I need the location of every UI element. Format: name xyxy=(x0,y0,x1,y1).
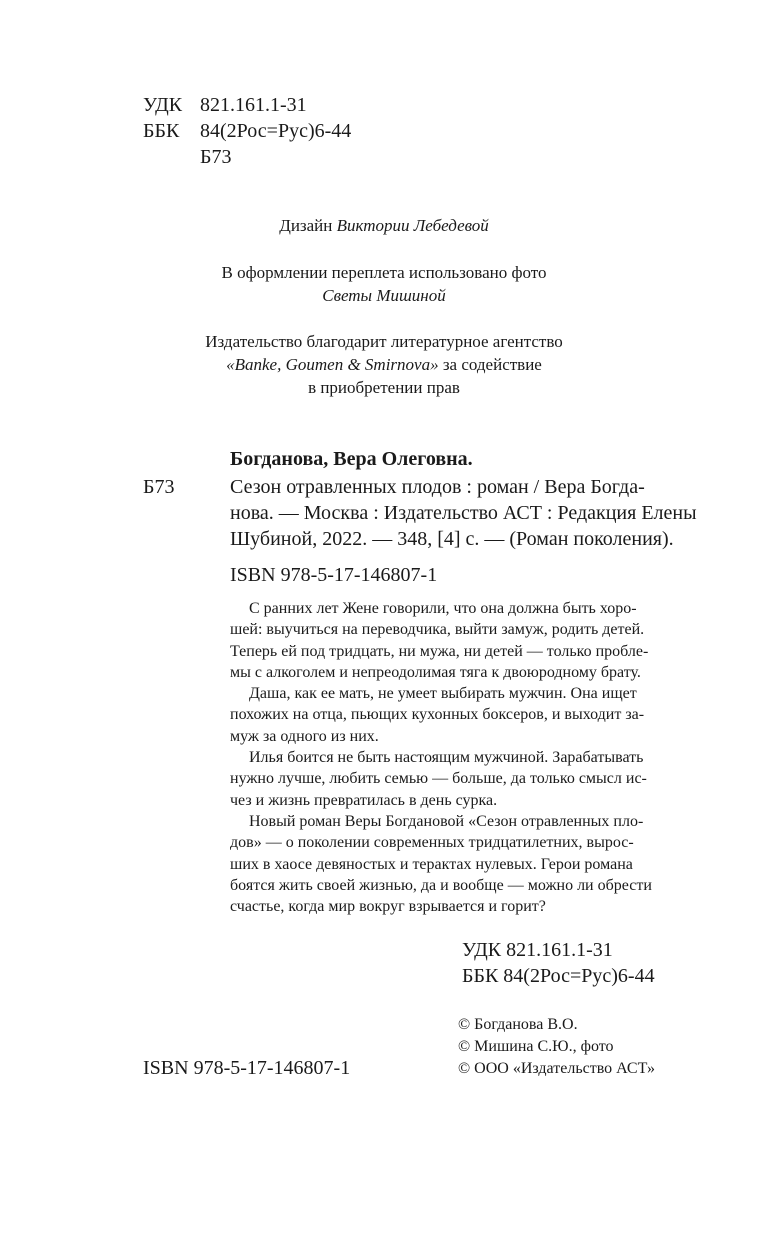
bbk-value: 84(2Рос=Рус)6-44 xyxy=(200,120,352,142)
classification-block xyxy=(143,92,351,170)
udk-label: УДК xyxy=(143,94,183,116)
footer-udk: УДК 821.161.1-31 xyxy=(462,939,613,961)
annotation-line: Новый роман Веры Богдановой «Сезон отравленных пло- xyxy=(249,812,644,830)
bib-isbn: ISBN 978-5-17-146807-1 xyxy=(230,564,438,586)
bbk-row xyxy=(143,118,351,144)
photographer-name: Светы Мишиной xyxy=(322,286,446,305)
udk-row xyxy=(143,92,351,118)
annotation-line: мы с алкоголем и непреодолимая тяга к двоюродному брату. xyxy=(230,663,641,681)
thanks-line-2-rest: за содействие xyxy=(438,355,542,374)
photo-credit xyxy=(143,261,625,307)
bib-line: нова. — Москва : Издательство АСТ : Редакция Елены xyxy=(230,502,697,524)
udk-value: 821.161.1-31 xyxy=(200,94,307,116)
bbk-label: ББК xyxy=(143,120,180,142)
annotation-line: нужно лучше, любить семью — больше, да только смысл ис- xyxy=(230,770,647,788)
annotation-line: муж за одного из них. xyxy=(230,727,379,745)
design-credit xyxy=(143,214,625,237)
bib-line: Шубиной, 2022. — 348, [4] с. — (Роман поколения). xyxy=(230,528,674,550)
thanks-line-1: Издательство благодарит литературное агентство xyxy=(205,332,563,351)
annotation-line: Илья боится не быть настоящим мужчиной. Зарабатывать xyxy=(249,749,644,767)
copyright-block xyxy=(458,1014,655,1080)
annotation xyxy=(230,598,680,917)
annotation-line: похожих на отца, пьющих кухонных боксеров, и выходит за- xyxy=(230,706,645,724)
photo-credit-line: В оформлении переплета использовано фото xyxy=(221,263,547,282)
annotation-line: боятся жить своей жизнью, да и вообще — можно ли обрести xyxy=(230,876,652,894)
thanks-line-2 xyxy=(143,353,625,376)
copyright-line: © ООО «Издательство АСТ» xyxy=(458,1060,655,1077)
bib-author-mark: Б73 xyxy=(143,476,175,498)
design-prefix: Дизайн xyxy=(279,216,333,235)
footer-codes xyxy=(462,937,655,989)
thanks-line-3: в приобретении прав xyxy=(308,378,460,397)
annotation-line: дов» — о поколении современных тридцатилетних, вырос- xyxy=(230,834,634,852)
publisher-thanks xyxy=(143,330,625,399)
annotation-line: Даша, как ее мать, не умеет выбирать мужчин. Она ищет xyxy=(249,685,637,703)
annotation-line: чез и жизнь превратилась в день сурка. xyxy=(230,791,498,809)
author-mark-row xyxy=(143,144,351,170)
author-heading: Богданова, Вера Олеговна. xyxy=(230,448,473,470)
annotation-line: ших в хаосе девяностых и терактах нулевых. Герои романа xyxy=(230,855,633,873)
designer-name: Виктории Лебедевой xyxy=(336,216,489,235)
annotation-line: счастье, когда мир вокруг взрывается и горит? xyxy=(230,898,546,916)
footer-isbn: ISBN 978-5-17-146807-1 xyxy=(143,1057,351,1079)
copyright-line: © Мишина С.Ю., фото xyxy=(458,1038,614,1055)
annotation-line: С ранних лет Жене говорили, что она должна быть хоро- xyxy=(249,600,637,617)
author-mark: Б73 xyxy=(200,146,232,168)
copyright-line: © Богданова В.О. xyxy=(458,1016,578,1033)
footer-bbk: ББК 84(2Рос=Рус)6-44 xyxy=(462,965,655,987)
annotation-line: шей: выучиться на переводчика, выйти замуж, родить детей. xyxy=(230,621,645,639)
bib-description xyxy=(230,474,697,552)
annotation-line: Теперь ей под тридцать, ни мужа, ни детей — только пробле- xyxy=(230,642,649,660)
bib-line: Сезон отравленных плодов : роман / Вера Богда- xyxy=(230,476,645,498)
agency-name: «Banke, Goumen & Smirnova» xyxy=(226,355,439,374)
